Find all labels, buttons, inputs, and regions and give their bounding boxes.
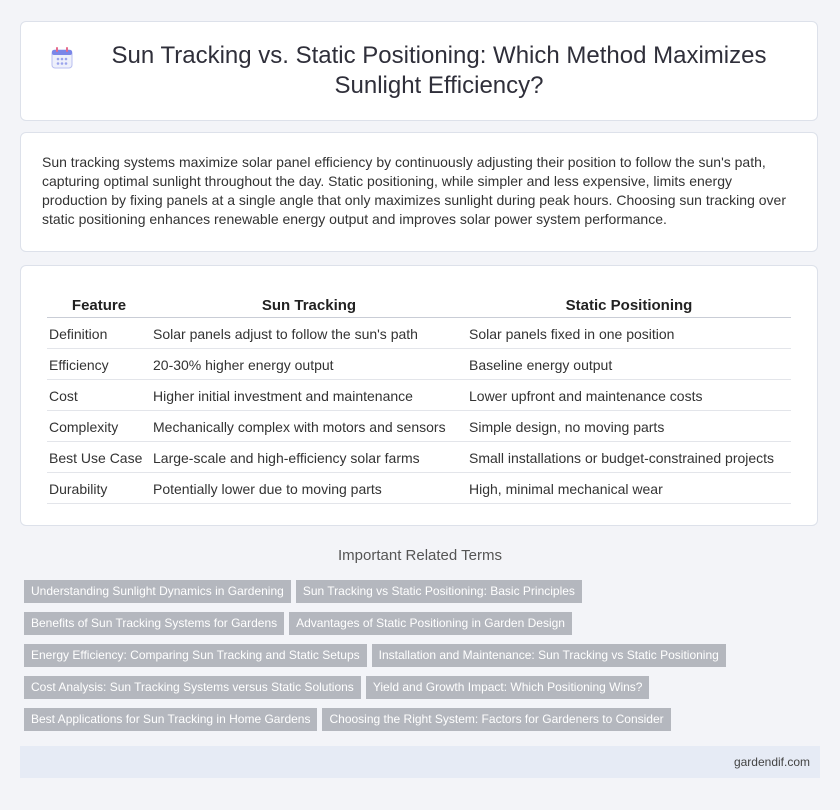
table-row [47,380,791,411]
sun-tracking-cell: Large-scale and high-efficiency solar farms [151,442,467,473]
static-positioning-cell: Small installations or budget-constrained projects [467,442,791,473]
table-row [47,473,791,504]
table-row [47,318,791,349]
static-positioning-cell: Lower upfront and maintenance costs [467,380,791,411]
related-terms-heading: Important Related Terms [338,547,502,564]
table-row [47,442,791,473]
related-term-tag[interactable]: Best Applications for Sun Tracking in Home Gardens [24,708,317,731]
sun-tracking-cell: 20-30% higher energy output [151,349,467,380]
static-positioning-cell: Baseline energy output [467,349,791,380]
feature-cell: Best Use Case [47,442,151,473]
sun-tracking-cell: Solar panels adjust to follow the sun's path [151,318,467,349]
related-term-tag[interactable]: Installation and Maintenance: Sun Tracking vs Static Positioning [372,644,726,667]
footer-site-link[interactable]: gardendif.com [733,755,810,769]
related-term-tag[interactable]: Yield and Growth Impact: Which Positioning Wins? [366,676,650,699]
page-title: Sun Tracking vs. Static Positioning: Which Method Maximizes Sunlight Efficiency? [111,42,767,99]
tag-row [24,676,824,708]
title-wrap [49,41,789,101]
feature-cell: Efficiency [47,349,151,380]
tag-row [24,612,824,644]
calendar-icon [49,45,75,71]
table-header-row [47,293,791,318]
related-terms-list [24,580,824,740]
tag-row [24,580,824,612]
comparison-card [20,265,818,526]
footer [20,746,820,778]
static-positioning-cell: Simple design, no moving parts [467,411,791,442]
sun-tracking-cell: Potentially lower due to moving parts [151,473,467,504]
column-header-sun-tracking: Sun Tracking [151,293,467,318]
sun-tracking-cell: Higher initial investment and maintenance [151,380,467,411]
feature-cell: Definition [47,318,151,349]
title-card [20,21,818,121]
static-positioning-cell: Solar panels fixed in one position [467,318,791,349]
related-term-tag[interactable]: Understanding Sunlight Dynamics in Gardening [24,580,291,603]
column-header-feature: Feature [47,293,151,318]
sun-tracking-cell: Mechanically complex with motors and sensors [151,411,467,442]
column-header-static-positioning: Static Positioning [467,293,791,318]
related-term-tag[interactable]: Energy Efficiency: Comparing Sun Tracking and Static Setups [24,644,367,667]
table-row [47,411,791,442]
comparison-table [47,293,791,504]
feature-cell: Cost [47,380,151,411]
intro-card [20,132,818,252]
feature-cell: Durability [47,473,151,504]
table-row [47,349,791,380]
related-term-tag[interactable]: Cost Analysis: Sun Tracking Systems versus Static Solutions [24,676,361,699]
intro-paragraph: Sun tracking systems maximize solar panel efficiency by continuously adjusting their position to follow the sun's path, capturing optimal sunlight throughout the day. Static positioning, while simpler and less expensive, limits energy production by fixing panels at a single angle that only maximizes sunlight during peak hours. Choosing sun tracking over static positioning enhances renewable energy output and improves solar power system performance. [42,154,786,227]
related-term-tag[interactable]: Advantages of Static Positioning in Garden Design [289,612,572,635]
tag-row [24,708,824,740]
related-term-tag[interactable]: Choosing the Right System: Factors for Gardeners to Consider [322,708,670,731]
related-term-tag[interactable]: Sun Tracking vs Static Positioning: Basic Principles [296,580,582,603]
feature-cell: Complexity [47,411,151,442]
tag-row [24,644,824,676]
static-positioning-cell: High, minimal mechanical wear [467,473,791,504]
related-term-tag[interactable]: Benefits of Sun Tracking Systems for Gardens [24,612,284,635]
